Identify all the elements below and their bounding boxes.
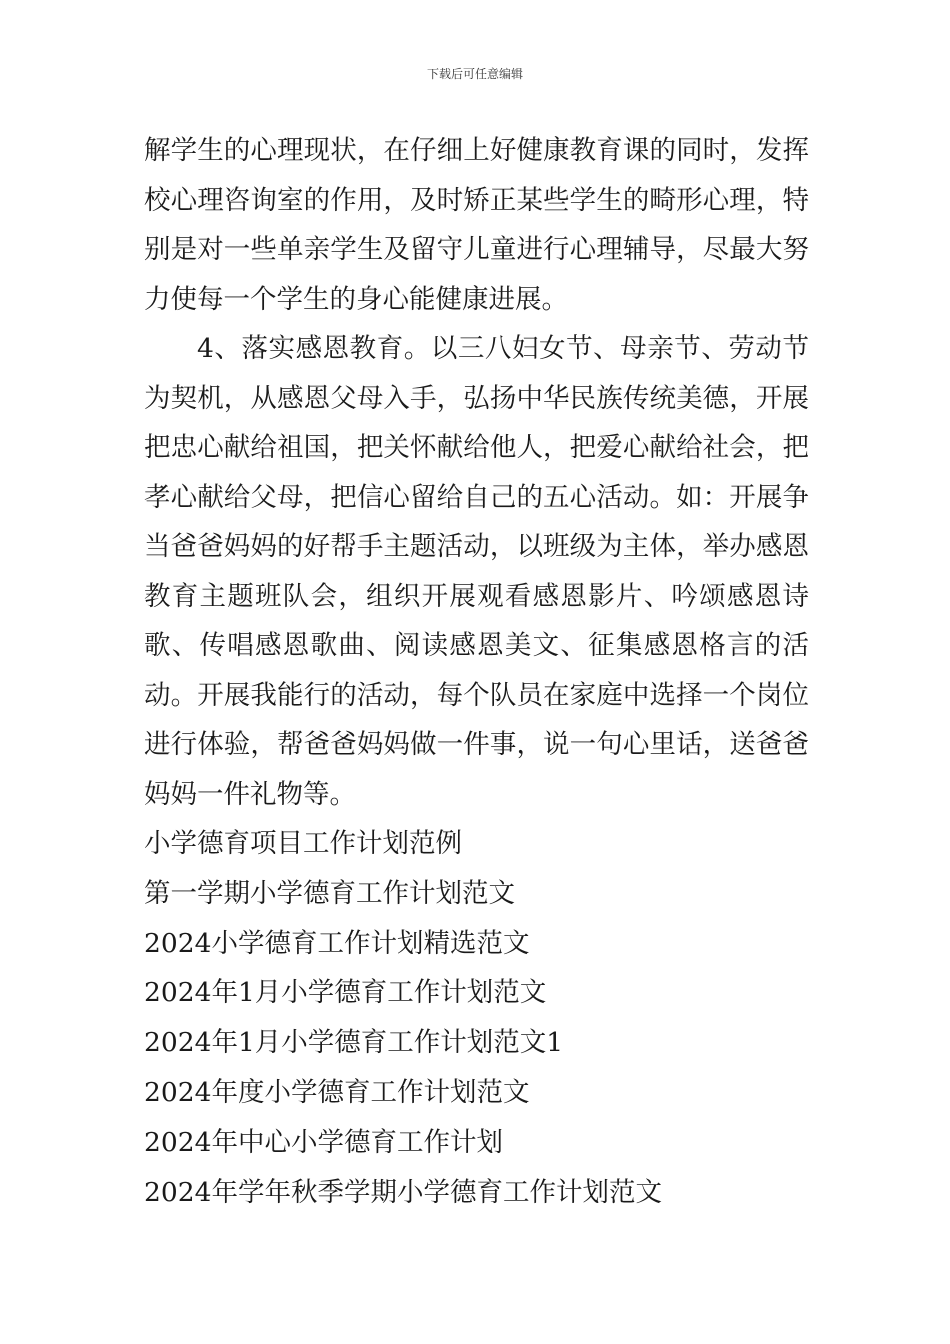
related-link[interactable]: 小学德育项目工作计划范例	[144, 828, 462, 859]
related-link[interactable]: 2024年1月小学德育工作计划范文	[144, 977, 547, 1009]
related-link[interactable]: 2024年中心小学德育工作计划	[144, 1126, 503, 1158]
related-links-list	[144, 819, 809, 1217]
related-link[interactable]: 2024小学德育工作计划精选范文	[144, 927, 530, 959]
related-link[interactable]: 第一学期小学德育工作计划范文	[144, 877, 515, 909]
related-link[interactable]: 2024年度小学德育工作计划范文	[144, 1076, 530, 1108]
related-link[interactable]: 2024年1月小学德育工作计划范文1	[144, 1027, 564, 1059]
body-paragraph-gratitude-education: 4、落实感恩教育。以三八妇女节、母亲节、劳动节为契机，从感恩父母入手，弘扬中华民族传统美德，开展把忠心献给祖国，把关怀献给他人，把爱心献给社会，把孝心献给父母，把信心留给自己的五心活动。如：开展争当爸爸妈妈的好帮手主题活动，以班级为主体，举办感恩教育主题班队会，组织开展观看感恩影片、吟颂感恩诗歌、传唱感恩歌曲、阅读感恩美文、征集感恩格言的活动。开展我能行的活动，每个队员在家庭中选择一个岗位进行体验，帮爸爸妈妈做一件事，说一句心里话，送爸爸妈妈一件礼物等。	[144, 333, 809, 810]
document-body	[144, 126, 809, 1217]
page-header: 下载后可任意编辑	[426, 67, 523, 81]
body-paragraph-continued: 解学生的心理现状，在仔细上好健康教育课的同时，发挥校心理咨询室的作用，及时矫正某些学生的畸形心理，特别是对一些单亲学生及留守儿童进行心理辅导，尽最大努力使每一个学生的身心能健康进展。	[144, 135, 809, 315]
related-link[interactable]: 2024年学年秋季学期小学德育工作计划范文	[144, 1176, 662, 1208]
